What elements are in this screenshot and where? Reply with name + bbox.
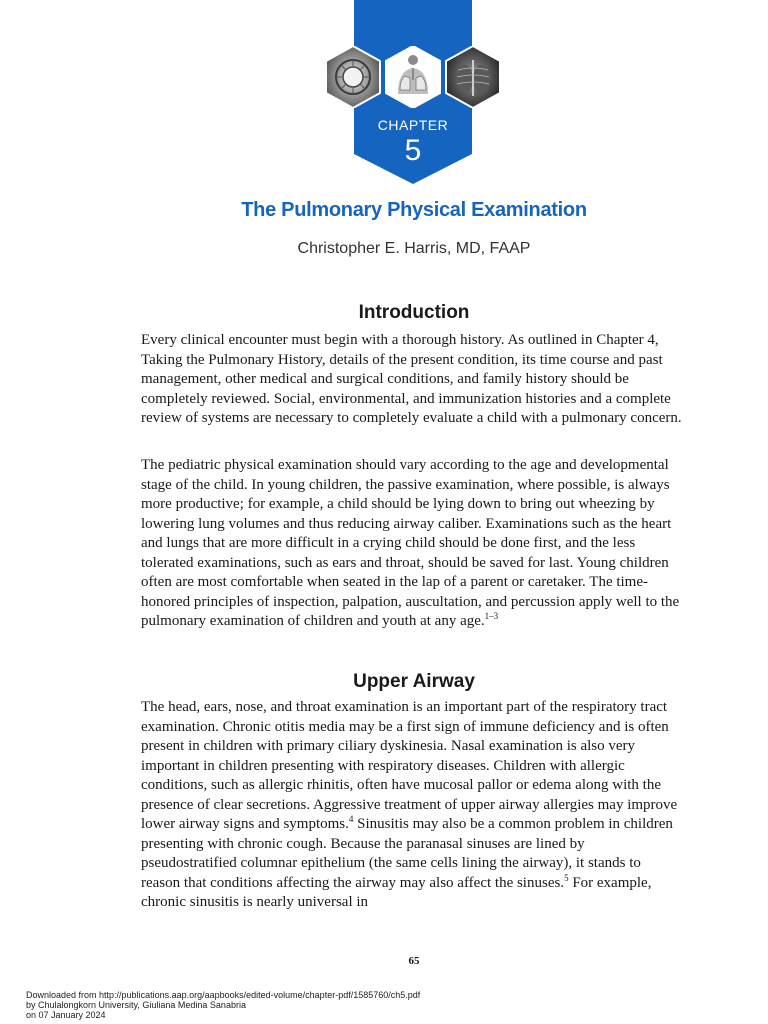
chapter-label: CHAPTER xyxy=(377,117,449,133)
section-heading-introduction: Introduction xyxy=(358,302,470,323)
chapter-number: 5 xyxy=(404,134,422,167)
download-notice-line: on 07 January 2024 xyxy=(26,1010,106,1020)
download-notice-line: by Chulalongkorn University, Giuliana Medina Sanabria xyxy=(26,1000,246,1010)
chapter-title: The Pulmonary Physical Examination xyxy=(241,199,587,221)
page-number: 65 xyxy=(408,955,420,967)
intro-paragraph-2: The pediatric physical examination should vary according to the age and developmental stage of the child. In young children, the passive examination, where possible, is always more productive; for example, a child should be lying down to bring out wheezing by lowering lung volumes and thus reducing airway caliber. Examinations such as the heart and lungs that are more difficult in a crying child should be done first, and the less tolerated examinations, such as ears and throat, should be saved for last. Young children often are most comfortable when seated in the lap of a parent or caretaker. The time- honored principles of inspection, palpation, auscultation, and percussion apply well to the pulmonary examination of children and youth at any age.$^{1-3}$ xyxy=(141,457,680,629)
download-notice-line: Downloaded from http://publications.aap.org/aapbooks/edited-volume/chapter-pdf/1585760/ch5.pdf xyxy=(26,990,421,1000)
download-notice xyxy=(26,990,546,1020)
lungs-torso-icon xyxy=(386,46,440,108)
author-name: Christopher E. Harris, MD, FAAP xyxy=(297,240,531,257)
reference-superscript: 1–3 xyxy=(484,611,499,621)
chapter-icons xyxy=(322,46,504,108)
upper-airway-paragraph: The head, ears, nose, and throat examination is an important part of the respiratory tract examination. Chronic otitis media may be a first sign of immune deficiency and is often present in children with primary ciliary dyskinesia. Nasal examination is also very important in children presenting with respiratory diseases. Children with allergic conditions, such as allergic rhinitis, often have mucosal pallor or edema along with the presence of clear secretions. Aggressive treatment of upper airway allergies may improve lower airway signs and symptoms.$^4$ Sinusitis may also be a common problem in children presenting with chronic cough. Because the paranasal sinuses are lined by pseudostratified columnar epithelium (the same cells lining the airway), it stands to reason that conditions affecting the airway may also affect the sinuses.$^5$ For example, chronic sinusitis is nearly universal in xyxy=(141,699,678,910)
chest-xray-icon xyxy=(446,46,500,108)
reference-superscript: 4 xyxy=(348,814,354,824)
airway-cross-section-icon xyxy=(326,46,380,108)
section-heading-upper-airway: Upper Airway xyxy=(353,671,475,692)
intro-paragraph-1: Every clinical encounter must begin with a thorough history. As outlined in Chapter 4, Taking the Pulmonary History, details of the present condition, its time course and past management, other medical and surgical conditions, and family history should be completely reviewed. Social, environmental, and immunization histories and a complete review of systems are necessary to completely evaluate a child with a pulmonary concern. xyxy=(141,332,682,426)
reference-superscript: 5 xyxy=(564,872,569,883)
